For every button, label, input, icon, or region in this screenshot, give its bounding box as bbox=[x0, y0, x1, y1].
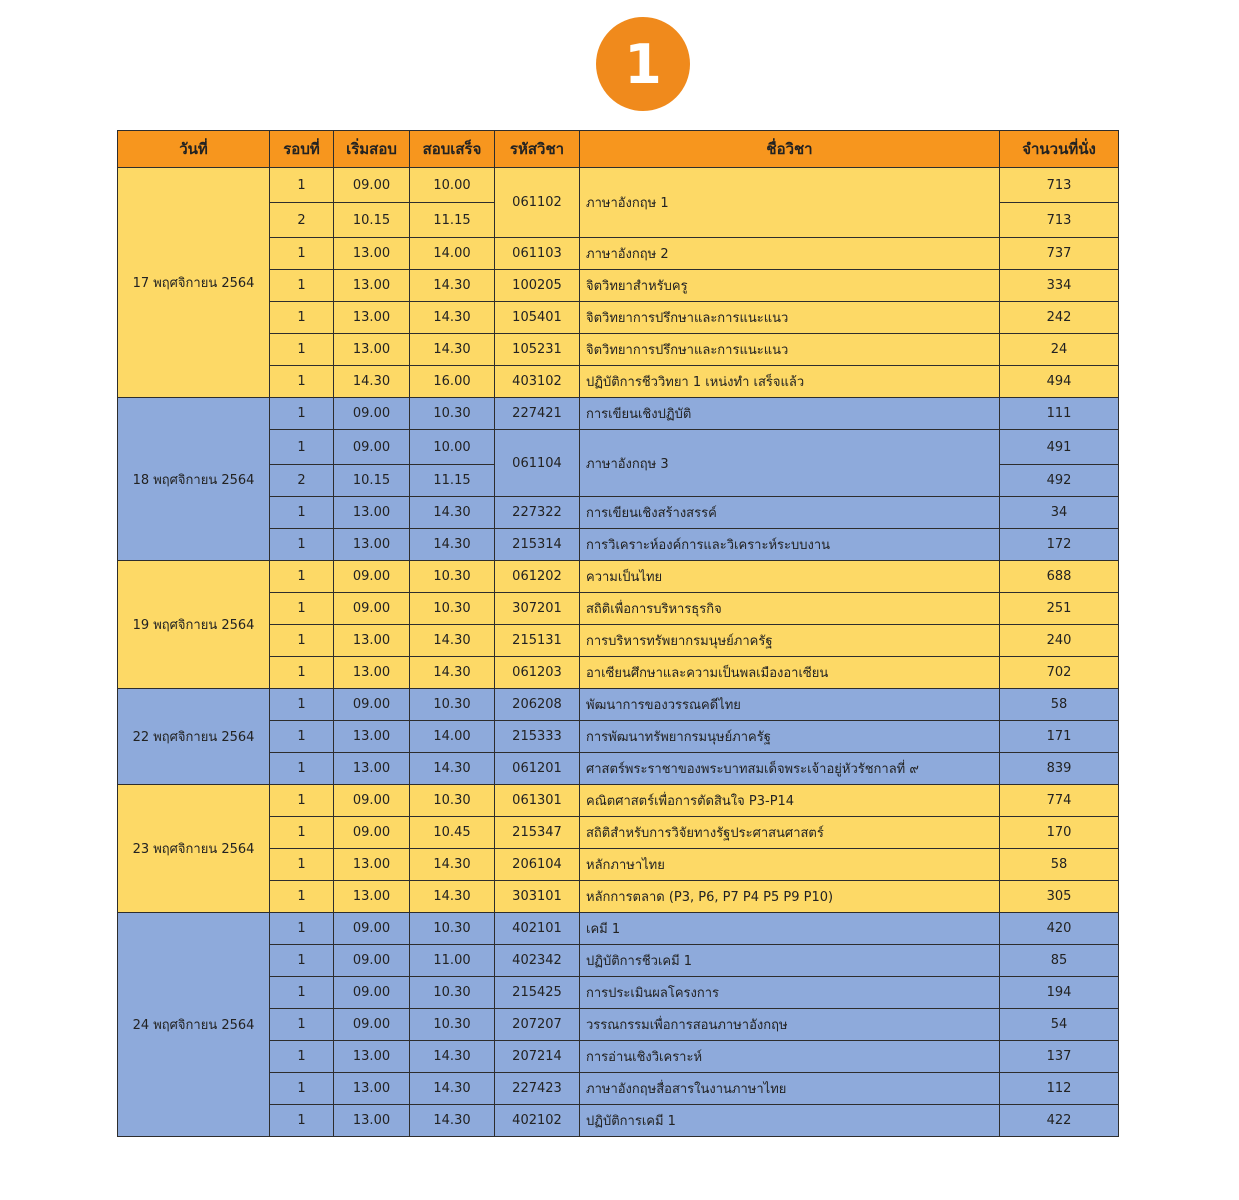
subject-cell: การอ่านเชิงวิเคราะห์ bbox=[580, 1041, 1000, 1073]
start-cell: 09.00 bbox=[334, 561, 410, 593]
end-cell: 11.15 bbox=[410, 203, 495, 238]
seats-cell: 137 bbox=[1000, 1041, 1119, 1073]
round-cell: 1 bbox=[270, 721, 334, 753]
round-cell: 1 bbox=[270, 430, 334, 465]
seats-cell: 491 bbox=[1000, 430, 1119, 465]
end-cell: 10.30 bbox=[410, 1009, 495, 1041]
header-end: สอบเสร็จ bbox=[410, 131, 495, 168]
subject-cell: ความเป็นไทย bbox=[580, 561, 1000, 593]
code-cell: 227322 bbox=[495, 497, 580, 529]
seats-cell: 194 bbox=[1000, 977, 1119, 1009]
end-cell: 14.30 bbox=[410, 529, 495, 561]
end-cell: 10.30 bbox=[410, 913, 495, 945]
round-cell: 1 bbox=[270, 1009, 334, 1041]
seats-cell: 58 bbox=[1000, 689, 1119, 721]
code-cell: 402342 bbox=[495, 945, 580, 977]
end-cell: 10.45 bbox=[410, 817, 495, 849]
subject-cell: สถิติสำหรับการวิจัยทางรัฐประศาสนศาสตร์ bbox=[580, 817, 1000, 849]
code-cell: 303101 bbox=[495, 881, 580, 913]
start-cell: 13.00 bbox=[334, 1041, 410, 1073]
table-row bbox=[118, 785, 1119, 817]
date-cell: 24 พฤศจิกายน 2564 bbox=[118, 913, 270, 1137]
seats-cell: 422 bbox=[1000, 1105, 1119, 1137]
start-cell: 09.00 bbox=[334, 785, 410, 817]
start-cell: 13.00 bbox=[334, 657, 410, 689]
seats-cell: 251 bbox=[1000, 593, 1119, 625]
end-cell: 10.30 bbox=[410, 561, 495, 593]
header-seats: จำนวนที่นั่ง bbox=[1000, 131, 1119, 168]
start-cell: 10.15 bbox=[334, 465, 410, 497]
header-code: รหัสวิชา bbox=[495, 131, 580, 168]
subject-cell: หลักการตลาด (P3, P6, P7 P4 P5 P9 P10) bbox=[580, 881, 1000, 913]
start-cell: 09.00 bbox=[334, 430, 410, 465]
subject-cell: การเขียนเชิงสร้างสรรค์ bbox=[580, 497, 1000, 529]
subject-cell: ภาษาอังกฤษ 1 bbox=[580, 168, 1000, 238]
subject-cell: จิตวิทยาการปรึกษาและการแนะแนว bbox=[580, 334, 1000, 366]
end-cell: 14.30 bbox=[410, 1073, 495, 1105]
start-cell: 13.00 bbox=[334, 753, 410, 785]
subject-cell: การบริหารทรัพยากรมนุษย์ภาครัฐ bbox=[580, 625, 1000, 657]
code-cell: 061202 bbox=[495, 561, 580, 593]
start-cell: 13.00 bbox=[334, 334, 410, 366]
code-cell: 227423 bbox=[495, 1073, 580, 1105]
seats-cell: 172 bbox=[1000, 529, 1119, 561]
round-cell: 1 bbox=[270, 945, 334, 977]
end-cell: 10.30 bbox=[410, 977, 495, 1009]
round-cell: 2 bbox=[270, 465, 334, 497]
start-cell: 13.00 bbox=[334, 625, 410, 657]
end-cell: 14.00 bbox=[410, 721, 495, 753]
start-cell: 09.00 bbox=[334, 1009, 410, 1041]
round-cell: 1 bbox=[270, 497, 334, 529]
seats-cell: 112 bbox=[1000, 1073, 1119, 1105]
seats-cell: 170 bbox=[1000, 817, 1119, 849]
badge-number: 1 bbox=[624, 32, 662, 96]
end-cell: 14.30 bbox=[410, 849, 495, 881]
seats-cell: 702 bbox=[1000, 657, 1119, 689]
header-row bbox=[118, 131, 1119, 168]
end-cell: 14.30 bbox=[410, 1041, 495, 1073]
end-cell: 10.30 bbox=[410, 398, 495, 430]
end-cell: 14.30 bbox=[410, 302, 495, 334]
code-cell: 215314 bbox=[495, 529, 580, 561]
subject-cell: อาเซียนศึกษาและความเป็นพลเมืองอาเซียน bbox=[580, 657, 1000, 689]
code-cell: 215347 bbox=[495, 817, 580, 849]
code-cell: 402102 bbox=[495, 1105, 580, 1137]
end-cell: 14.30 bbox=[410, 657, 495, 689]
code-cell: 403102 bbox=[495, 366, 580, 398]
end-cell: 11.15 bbox=[410, 465, 495, 497]
date-cell: 17 พฤศจิกายน 2564 bbox=[118, 168, 270, 398]
start-cell: 13.00 bbox=[334, 1105, 410, 1137]
round-cell: 1 bbox=[270, 625, 334, 657]
seats-cell: 58 bbox=[1000, 849, 1119, 881]
seats-cell: 713 bbox=[1000, 203, 1119, 238]
seats-cell: 171 bbox=[1000, 721, 1119, 753]
exam-schedule-table bbox=[117, 130, 1119, 1137]
seats-cell: 240 bbox=[1000, 625, 1119, 657]
round-cell: 1 bbox=[270, 1073, 334, 1105]
seats-cell: 713 bbox=[1000, 168, 1119, 203]
end-cell: 11.00 bbox=[410, 945, 495, 977]
code-cell: 105231 bbox=[495, 334, 580, 366]
code-cell: 061104 bbox=[495, 430, 580, 497]
seats-cell: 839 bbox=[1000, 753, 1119, 785]
round-cell: 1 bbox=[270, 238, 334, 270]
start-cell: 13.00 bbox=[334, 497, 410, 529]
round-cell: 1 bbox=[270, 1041, 334, 1073]
round-cell: 1 bbox=[270, 561, 334, 593]
round-cell: 1 bbox=[270, 849, 334, 881]
seats-cell: 85 bbox=[1000, 945, 1119, 977]
subject-cell: ภาษาอังกฤษ 3 bbox=[580, 430, 1000, 497]
start-cell: 13.00 bbox=[334, 849, 410, 881]
subject-cell: การประเมินผลโครงการ bbox=[580, 977, 1000, 1009]
seats-cell: 111 bbox=[1000, 398, 1119, 430]
date-cell: 19 พฤศจิกายน 2564 bbox=[118, 561, 270, 689]
end-cell: 14.30 bbox=[410, 1105, 495, 1137]
end-cell: 10.30 bbox=[410, 593, 495, 625]
subject-cell: จิตวิทยาการปรึกษาและการแนะแนว bbox=[580, 302, 1000, 334]
end-cell: 14.00 bbox=[410, 238, 495, 270]
start-cell: 09.00 bbox=[334, 945, 410, 977]
subject-cell: ปฏิบัติการชีววิทยา 1 เหน่งทำ เสร็จแล้ว bbox=[580, 366, 1000, 398]
start-cell: 09.00 bbox=[334, 689, 410, 721]
start-cell: 09.00 bbox=[334, 913, 410, 945]
code-cell: 206104 bbox=[495, 849, 580, 881]
start-cell: 13.00 bbox=[334, 881, 410, 913]
seats-cell: 54 bbox=[1000, 1009, 1119, 1041]
code-cell: 061301 bbox=[495, 785, 580, 817]
subject-cell: หลักภาษาไทย bbox=[580, 849, 1000, 881]
start-cell: 09.00 bbox=[334, 398, 410, 430]
subject-cell: การเขียนเชิงปฏิบัติ bbox=[580, 398, 1000, 430]
code-cell: 207207 bbox=[495, 1009, 580, 1041]
end-cell: 10.00 bbox=[410, 430, 495, 465]
round-cell: 1 bbox=[270, 913, 334, 945]
table-row bbox=[118, 398, 1119, 430]
end-cell: 14.30 bbox=[410, 334, 495, 366]
code-cell: 307201 bbox=[495, 593, 580, 625]
start-cell: 09.00 bbox=[334, 817, 410, 849]
code-cell: 207214 bbox=[495, 1041, 580, 1073]
date-cell: 18 พฤศจิกายน 2564 bbox=[118, 398, 270, 561]
subject-cell: ศาสตร์พระราชาของพระบาทสมเด็จพระเจ้าอยู่หัวรัชกาลที่ ๙ bbox=[580, 753, 1000, 785]
end-cell: 14.30 bbox=[410, 753, 495, 785]
round-cell: 1 bbox=[270, 689, 334, 721]
code-cell: 061103 bbox=[495, 238, 580, 270]
seats-cell: 494 bbox=[1000, 366, 1119, 398]
seats-cell: 737 bbox=[1000, 238, 1119, 270]
table-row bbox=[118, 561, 1119, 593]
start-cell: 10.15 bbox=[334, 203, 410, 238]
subject-cell: เคมี 1 bbox=[580, 913, 1000, 945]
subject-cell: วรรณกรรมเพื่อการสอนภาษาอังกฤษ bbox=[580, 1009, 1000, 1041]
seats-cell: 688 bbox=[1000, 561, 1119, 593]
code-cell: 215131 bbox=[495, 625, 580, 657]
code-cell: 215425 bbox=[495, 977, 580, 1009]
round-cell: 1 bbox=[270, 593, 334, 625]
start-cell: 13.00 bbox=[334, 238, 410, 270]
subject-cell: จิตวิทยาสำหรับครู bbox=[580, 270, 1000, 302]
round-cell: 1 bbox=[270, 334, 334, 366]
seats-cell: 334 bbox=[1000, 270, 1119, 302]
table-row bbox=[118, 168, 1119, 203]
start-cell: 13.00 bbox=[334, 529, 410, 561]
subject-cell: พัฒนาการของวรรณคดีไทย bbox=[580, 689, 1000, 721]
round-cell: 1 bbox=[270, 168, 334, 203]
subject-cell: การพัฒนาทรัพยากรมนุษย์ภาครัฐ bbox=[580, 721, 1000, 753]
number-badge bbox=[596, 17, 690, 111]
round-cell: 1 bbox=[270, 753, 334, 785]
seats-cell: 24 bbox=[1000, 334, 1119, 366]
round-cell: 1 bbox=[270, 302, 334, 334]
code-cell: 206208 bbox=[495, 689, 580, 721]
code-cell: 061102 bbox=[495, 168, 580, 238]
end-cell: 10.30 bbox=[410, 689, 495, 721]
code-cell: 061201 bbox=[495, 753, 580, 785]
end-cell: 14.30 bbox=[410, 625, 495, 657]
table-row bbox=[118, 689, 1119, 721]
header-round: รอบที่ bbox=[270, 131, 334, 168]
start-cell: 13.00 bbox=[334, 1073, 410, 1105]
seats-cell: 242 bbox=[1000, 302, 1119, 334]
date-cell: 22 พฤศจิกายน 2564 bbox=[118, 689, 270, 785]
seats-cell: 420 bbox=[1000, 913, 1119, 945]
code-cell: 215333 bbox=[495, 721, 580, 753]
subject-cell: การวิเคราะห์องค์การและวิเคราะห์ระบบงาน bbox=[580, 529, 1000, 561]
date-cell: 23 พฤศจิกายน 2564 bbox=[118, 785, 270, 913]
end-cell: 10.30 bbox=[410, 785, 495, 817]
code-cell: 061203 bbox=[495, 657, 580, 689]
code-cell: 402101 bbox=[495, 913, 580, 945]
code-cell: 105401 bbox=[495, 302, 580, 334]
seats-cell: 34 bbox=[1000, 497, 1119, 529]
start-cell: 09.00 bbox=[334, 168, 410, 203]
seats-cell: 774 bbox=[1000, 785, 1119, 817]
start-cell: 13.00 bbox=[334, 721, 410, 753]
header-date: วันที่ bbox=[118, 131, 270, 168]
round-cell: 1 bbox=[270, 817, 334, 849]
round-cell: 1 bbox=[270, 657, 334, 689]
start-cell: 13.00 bbox=[334, 270, 410, 302]
header-start: เริ่มสอบ bbox=[334, 131, 410, 168]
round-cell: 1 bbox=[270, 977, 334, 1009]
round-cell: 1 bbox=[270, 881, 334, 913]
start-cell: 14.30 bbox=[334, 366, 410, 398]
round-cell: 1 bbox=[270, 529, 334, 561]
subject-cell: คณิตศาสตร์เพื่อการตัดสินใจ P3-P14 bbox=[580, 785, 1000, 817]
start-cell: 09.00 bbox=[334, 593, 410, 625]
round-cell: 1 bbox=[270, 366, 334, 398]
end-cell: 10.00 bbox=[410, 168, 495, 203]
table-row bbox=[118, 913, 1119, 945]
header-subject: ชื่อวิชา bbox=[580, 131, 1000, 168]
subject-cell: สถิติเพื่อการบริหารธุรกิจ bbox=[580, 593, 1000, 625]
round-cell: 2 bbox=[270, 203, 334, 238]
code-cell: 227421 bbox=[495, 398, 580, 430]
end-cell: 14.30 bbox=[410, 881, 495, 913]
subject-cell: ภาษาอังกฤษ 2 bbox=[580, 238, 1000, 270]
seats-cell: 492 bbox=[1000, 465, 1119, 497]
subject-cell: ปฏิบัติการเคมี 1 bbox=[580, 1105, 1000, 1137]
round-cell: 1 bbox=[270, 1105, 334, 1137]
start-cell: 13.00 bbox=[334, 302, 410, 334]
round-cell: 1 bbox=[270, 270, 334, 302]
code-cell: 100205 bbox=[495, 270, 580, 302]
end-cell: 14.30 bbox=[410, 497, 495, 529]
end-cell: 16.00 bbox=[410, 366, 495, 398]
subject-cell: ภาษาอังกฤษสื่อสารในงานภาษาไทย bbox=[580, 1073, 1000, 1105]
seats-cell: 305 bbox=[1000, 881, 1119, 913]
start-cell: 09.00 bbox=[334, 977, 410, 1009]
round-cell: 1 bbox=[270, 785, 334, 817]
end-cell: 14.30 bbox=[410, 270, 495, 302]
subject-cell: ปฏิบัติการชีวเคมี 1 bbox=[580, 945, 1000, 977]
round-cell: 1 bbox=[270, 398, 334, 430]
